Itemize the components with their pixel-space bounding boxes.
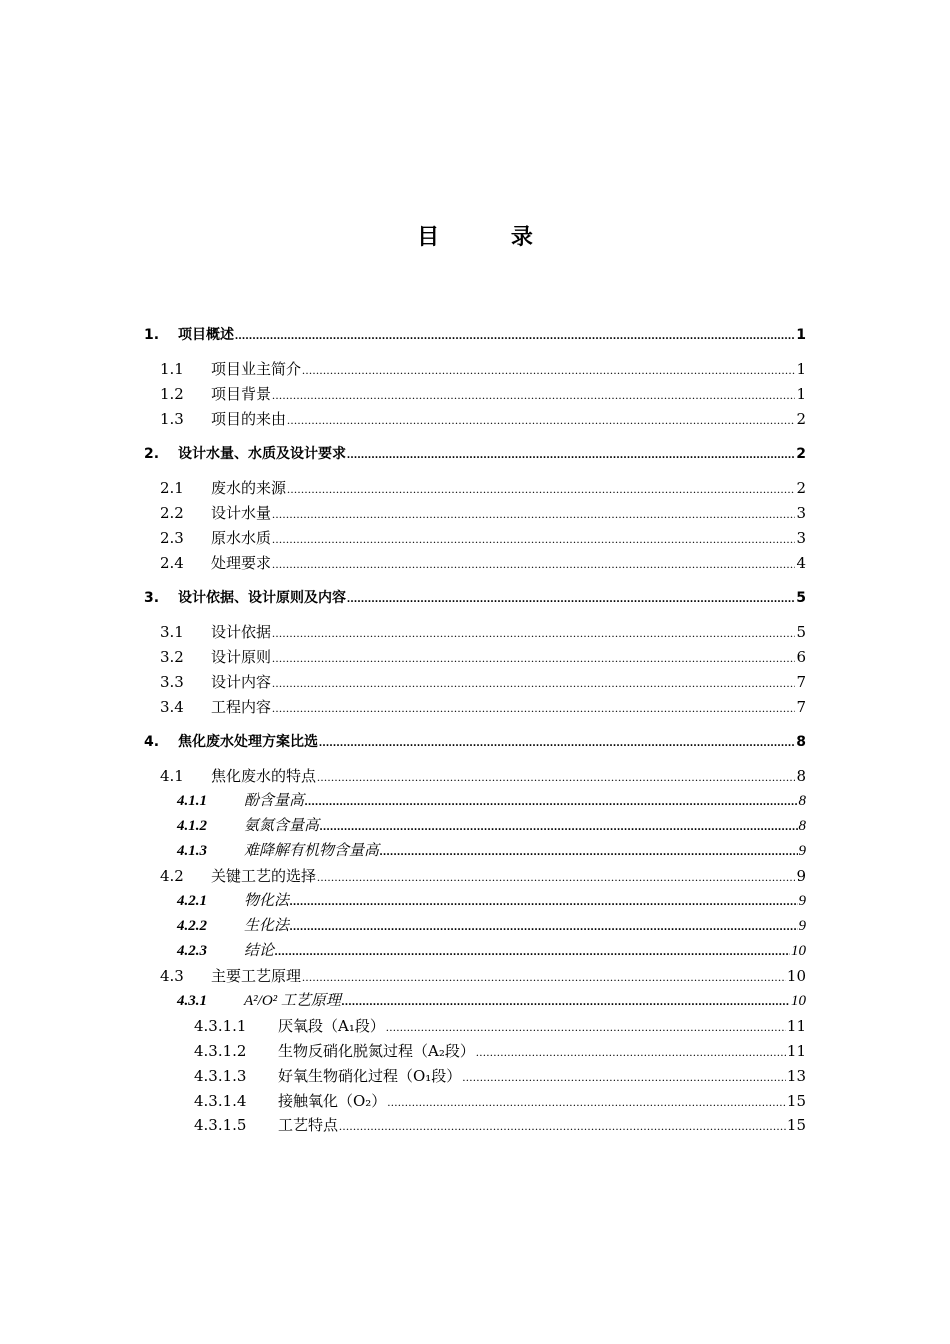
toc-label: 原水水质 bbox=[211, 529, 272, 547]
toc-page: 6 bbox=[796, 648, 806, 666]
toc-entry[interactable] bbox=[144, 587, 806, 609]
toc-page: 13 bbox=[786, 1067, 806, 1085]
toc-page: 5 bbox=[796, 590, 806, 606]
toc-entry[interactable] bbox=[194, 1065, 806, 1087]
toc-page: 3 bbox=[796, 529, 806, 547]
toc-number: 1.2 bbox=[160, 385, 184, 403]
toc-label: 设计内容 bbox=[211, 673, 272, 691]
toc-number: 4.1.3 bbox=[177, 843, 207, 859]
toc-leader bbox=[380, 840, 797, 862]
toc-label: 设计水量 bbox=[211, 504, 272, 522]
toc-leader bbox=[320, 815, 797, 837]
toc-page: 10 bbox=[791, 993, 806, 1009]
toc-number: 2.4 bbox=[160, 554, 184, 572]
toc-label: 设计依据 bbox=[211, 623, 272, 641]
toc-number: 4.3 bbox=[160, 967, 184, 985]
toc-leader bbox=[347, 587, 795, 609]
toc-number: 3.3 bbox=[160, 673, 184, 691]
toc-leader bbox=[290, 890, 797, 912]
toc-entry[interactable] bbox=[177, 890, 806, 912]
toc-number: 4.2.3 bbox=[177, 943, 207, 959]
toc-number: 2. bbox=[144, 446, 160, 462]
toc-entry[interactable] bbox=[160, 358, 806, 380]
toc-page: 2 bbox=[796, 410, 806, 428]
toc-leader bbox=[342, 990, 790, 1012]
toc-page: 4 bbox=[796, 554, 806, 572]
toc-entry[interactable] bbox=[160, 865, 806, 887]
toc-number: 1.1 bbox=[160, 360, 184, 378]
toc-entry[interactable] bbox=[160, 765, 806, 787]
toc-page: 9 bbox=[798, 918, 806, 934]
toc-page: 8 bbox=[798, 793, 806, 809]
toc-entry[interactable] bbox=[194, 1040, 806, 1062]
toc-label: 难降解有机物含量高 bbox=[244, 843, 380, 859]
toc-entry[interactable] bbox=[194, 1090, 806, 1112]
toc-number: 3.4 bbox=[160, 698, 184, 716]
toc-page: 5 bbox=[796, 623, 806, 641]
toc-label: 工艺特点 bbox=[278, 1116, 339, 1134]
toc-page: 11 bbox=[786, 1042, 806, 1060]
toc-entry[interactable] bbox=[144, 324, 806, 346]
toc-page: 3 bbox=[796, 504, 806, 522]
toc-leader bbox=[272, 383, 795, 406]
toc-page: 8 bbox=[796, 767, 806, 785]
toc-entry[interactable] bbox=[177, 915, 806, 937]
toc-number: 4. bbox=[144, 734, 160, 750]
toc-label: 氨氮含量高 bbox=[244, 818, 320, 834]
toc-label: 工程内容 bbox=[211, 698, 272, 716]
toc-leader bbox=[235, 324, 795, 346]
toc-leader bbox=[347, 443, 795, 465]
toc-number: 4.3.1.1 bbox=[194, 1017, 247, 1035]
toc-label: 厌氧段（A₁段） bbox=[278, 1017, 385, 1035]
toc-entry[interactable] bbox=[144, 731, 806, 753]
toc-label: 处理要求 bbox=[211, 554, 272, 572]
toc-page: 9 bbox=[796, 867, 806, 885]
toc-entry[interactable] bbox=[160, 646, 806, 668]
toc-entry[interactable] bbox=[160, 527, 806, 549]
toc-entry[interactable] bbox=[177, 815, 806, 837]
toc-leader bbox=[275, 940, 790, 962]
toc-number: 3.2 bbox=[160, 648, 184, 666]
toc-entry[interactable] bbox=[160, 671, 806, 693]
toc-label: 物化法 bbox=[244, 893, 290, 909]
toc-label: 接触氧化（O₂） bbox=[278, 1092, 387, 1110]
toc-entry[interactable] bbox=[194, 1114, 806, 1136]
toc-number: 4.3.1.2 bbox=[194, 1042, 247, 1060]
toc-entry[interactable] bbox=[160, 696, 806, 718]
toc-leader bbox=[272, 502, 795, 525]
toc-page: 1 bbox=[796, 385, 806, 403]
toc-leader bbox=[302, 358, 795, 381]
toc-number: 1.3 bbox=[160, 410, 184, 428]
toc-number: 4.3.1 bbox=[177, 993, 207, 1009]
toc-leader bbox=[272, 671, 795, 694]
toc-leader bbox=[462, 1065, 786, 1088]
toc-page: 7 bbox=[796, 673, 806, 691]
toc-number: 1. bbox=[144, 327, 160, 343]
toc-entry[interactable] bbox=[160, 621, 806, 643]
toc-label: 酚含量高 bbox=[244, 793, 305, 809]
toc-page: 11 bbox=[786, 1017, 806, 1035]
toc-page: 1 bbox=[796, 327, 806, 343]
toc-number: 4.3.1.4 bbox=[194, 1092, 247, 1110]
toc-leader bbox=[386, 1015, 786, 1038]
toc-page: 15 bbox=[786, 1092, 806, 1110]
toc-entry[interactable] bbox=[160, 965, 806, 987]
toc-number: 4.3.1.5 bbox=[194, 1116, 247, 1134]
toc-page: 9 bbox=[798, 893, 806, 909]
toc-label: 焦化废水处理方案比选 bbox=[178, 734, 318, 750]
toc-entry[interactable] bbox=[194, 1015, 806, 1037]
toc-label: 生物反硝化脱氮过程（A₂段） bbox=[278, 1042, 475, 1060]
toc-leader bbox=[272, 527, 795, 550]
toc-number: 4.2.2 bbox=[177, 918, 207, 934]
toc-page: 10 bbox=[786, 967, 806, 985]
toc-page: 2 bbox=[796, 479, 806, 497]
toc-label: 项目的来由 bbox=[211, 410, 287, 428]
toc-label: 生化法 bbox=[244, 918, 290, 934]
toc-page: 1 bbox=[796, 360, 806, 378]
toc-entry[interactable] bbox=[160, 477, 806, 499]
toc-number: 2.3 bbox=[160, 529, 184, 547]
toc-leader bbox=[272, 552, 795, 575]
page-title: 目 录 bbox=[417, 225, 565, 250]
toc-leader bbox=[287, 408, 795, 431]
toc-number: 4.1 bbox=[160, 767, 184, 785]
toc-label: 项目背景 bbox=[211, 385, 272, 403]
toc-leader bbox=[287, 477, 795, 500]
toc-label: 项目概述 bbox=[178, 327, 234, 343]
toc-page: 15 bbox=[786, 1116, 806, 1134]
toc-label: 好氧生物硝化过程（O₁段） bbox=[278, 1067, 462, 1085]
toc-page: 9 bbox=[798, 843, 806, 859]
toc-entry[interactable] bbox=[177, 940, 806, 962]
toc-number: 4.2.1 bbox=[177, 893, 207, 909]
toc-leader bbox=[302, 965, 786, 988]
toc-number: 3. bbox=[144, 590, 160, 606]
toc-leader bbox=[272, 621, 795, 644]
toc-leader bbox=[317, 865, 795, 888]
toc-page: 8 bbox=[796, 734, 806, 750]
toc-label: 主要工艺原理 bbox=[211, 967, 302, 985]
toc-number: 4.1.1 bbox=[177, 793, 207, 809]
toc-label: 项目业主简介 bbox=[211, 360, 302, 378]
toc-label: 设计水量、水质及设计要求 bbox=[178, 446, 346, 462]
toc-leader bbox=[317, 765, 795, 788]
toc-page: 10 bbox=[791, 943, 806, 959]
toc-page: 7 bbox=[796, 698, 806, 716]
toc-number: 4.2 bbox=[160, 867, 184, 885]
toc-number: 2.2 bbox=[160, 504, 184, 522]
toc-leader bbox=[290, 915, 797, 937]
toc-number: 4.1.2 bbox=[177, 818, 207, 834]
toc-number: 2.1 bbox=[160, 479, 184, 497]
toc-label: 废水的来源 bbox=[211, 479, 287, 497]
toc-entry[interactable] bbox=[144, 443, 806, 465]
toc-leader bbox=[272, 696, 795, 719]
toc-leader bbox=[387, 1090, 786, 1113]
toc-entry[interactable] bbox=[160, 408, 806, 430]
toc-entry[interactable] bbox=[160, 383, 806, 405]
toc-leader bbox=[319, 731, 795, 753]
toc-number: 4.3.1.3 bbox=[194, 1067, 247, 1085]
toc-page: 2 bbox=[796, 446, 806, 462]
toc-leader bbox=[272, 646, 795, 669]
toc-label: A²/O² 工艺原理 bbox=[244, 993, 341, 1009]
toc-label: 关键工艺的选择 bbox=[211, 867, 317, 885]
toc-label: 设计依据、设计原则及内容 bbox=[178, 590, 346, 606]
toc-number: 3.1 bbox=[160, 623, 184, 641]
toc-page: 8 bbox=[798, 818, 806, 834]
toc-leader bbox=[305, 790, 797, 812]
toc-entry[interactable] bbox=[177, 790, 806, 812]
toc-entry[interactable] bbox=[177, 990, 806, 1012]
toc-entry[interactable] bbox=[177, 840, 806, 862]
toc-label: 焦化废水的特点 bbox=[211, 767, 317, 785]
toc-label: 结论 bbox=[244, 943, 275, 959]
toc-entry[interactable] bbox=[160, 552, 806, 574]
toc-leader bbox=[476, 1040, 786, 1063]
toc-label: 设计原则 bbox=[211, 648, 272, 666]
toc-leader bbox=[339, 1114, 786, 1137]
toc-entry[interactable] bbox=[160, 502, 806, 524]
